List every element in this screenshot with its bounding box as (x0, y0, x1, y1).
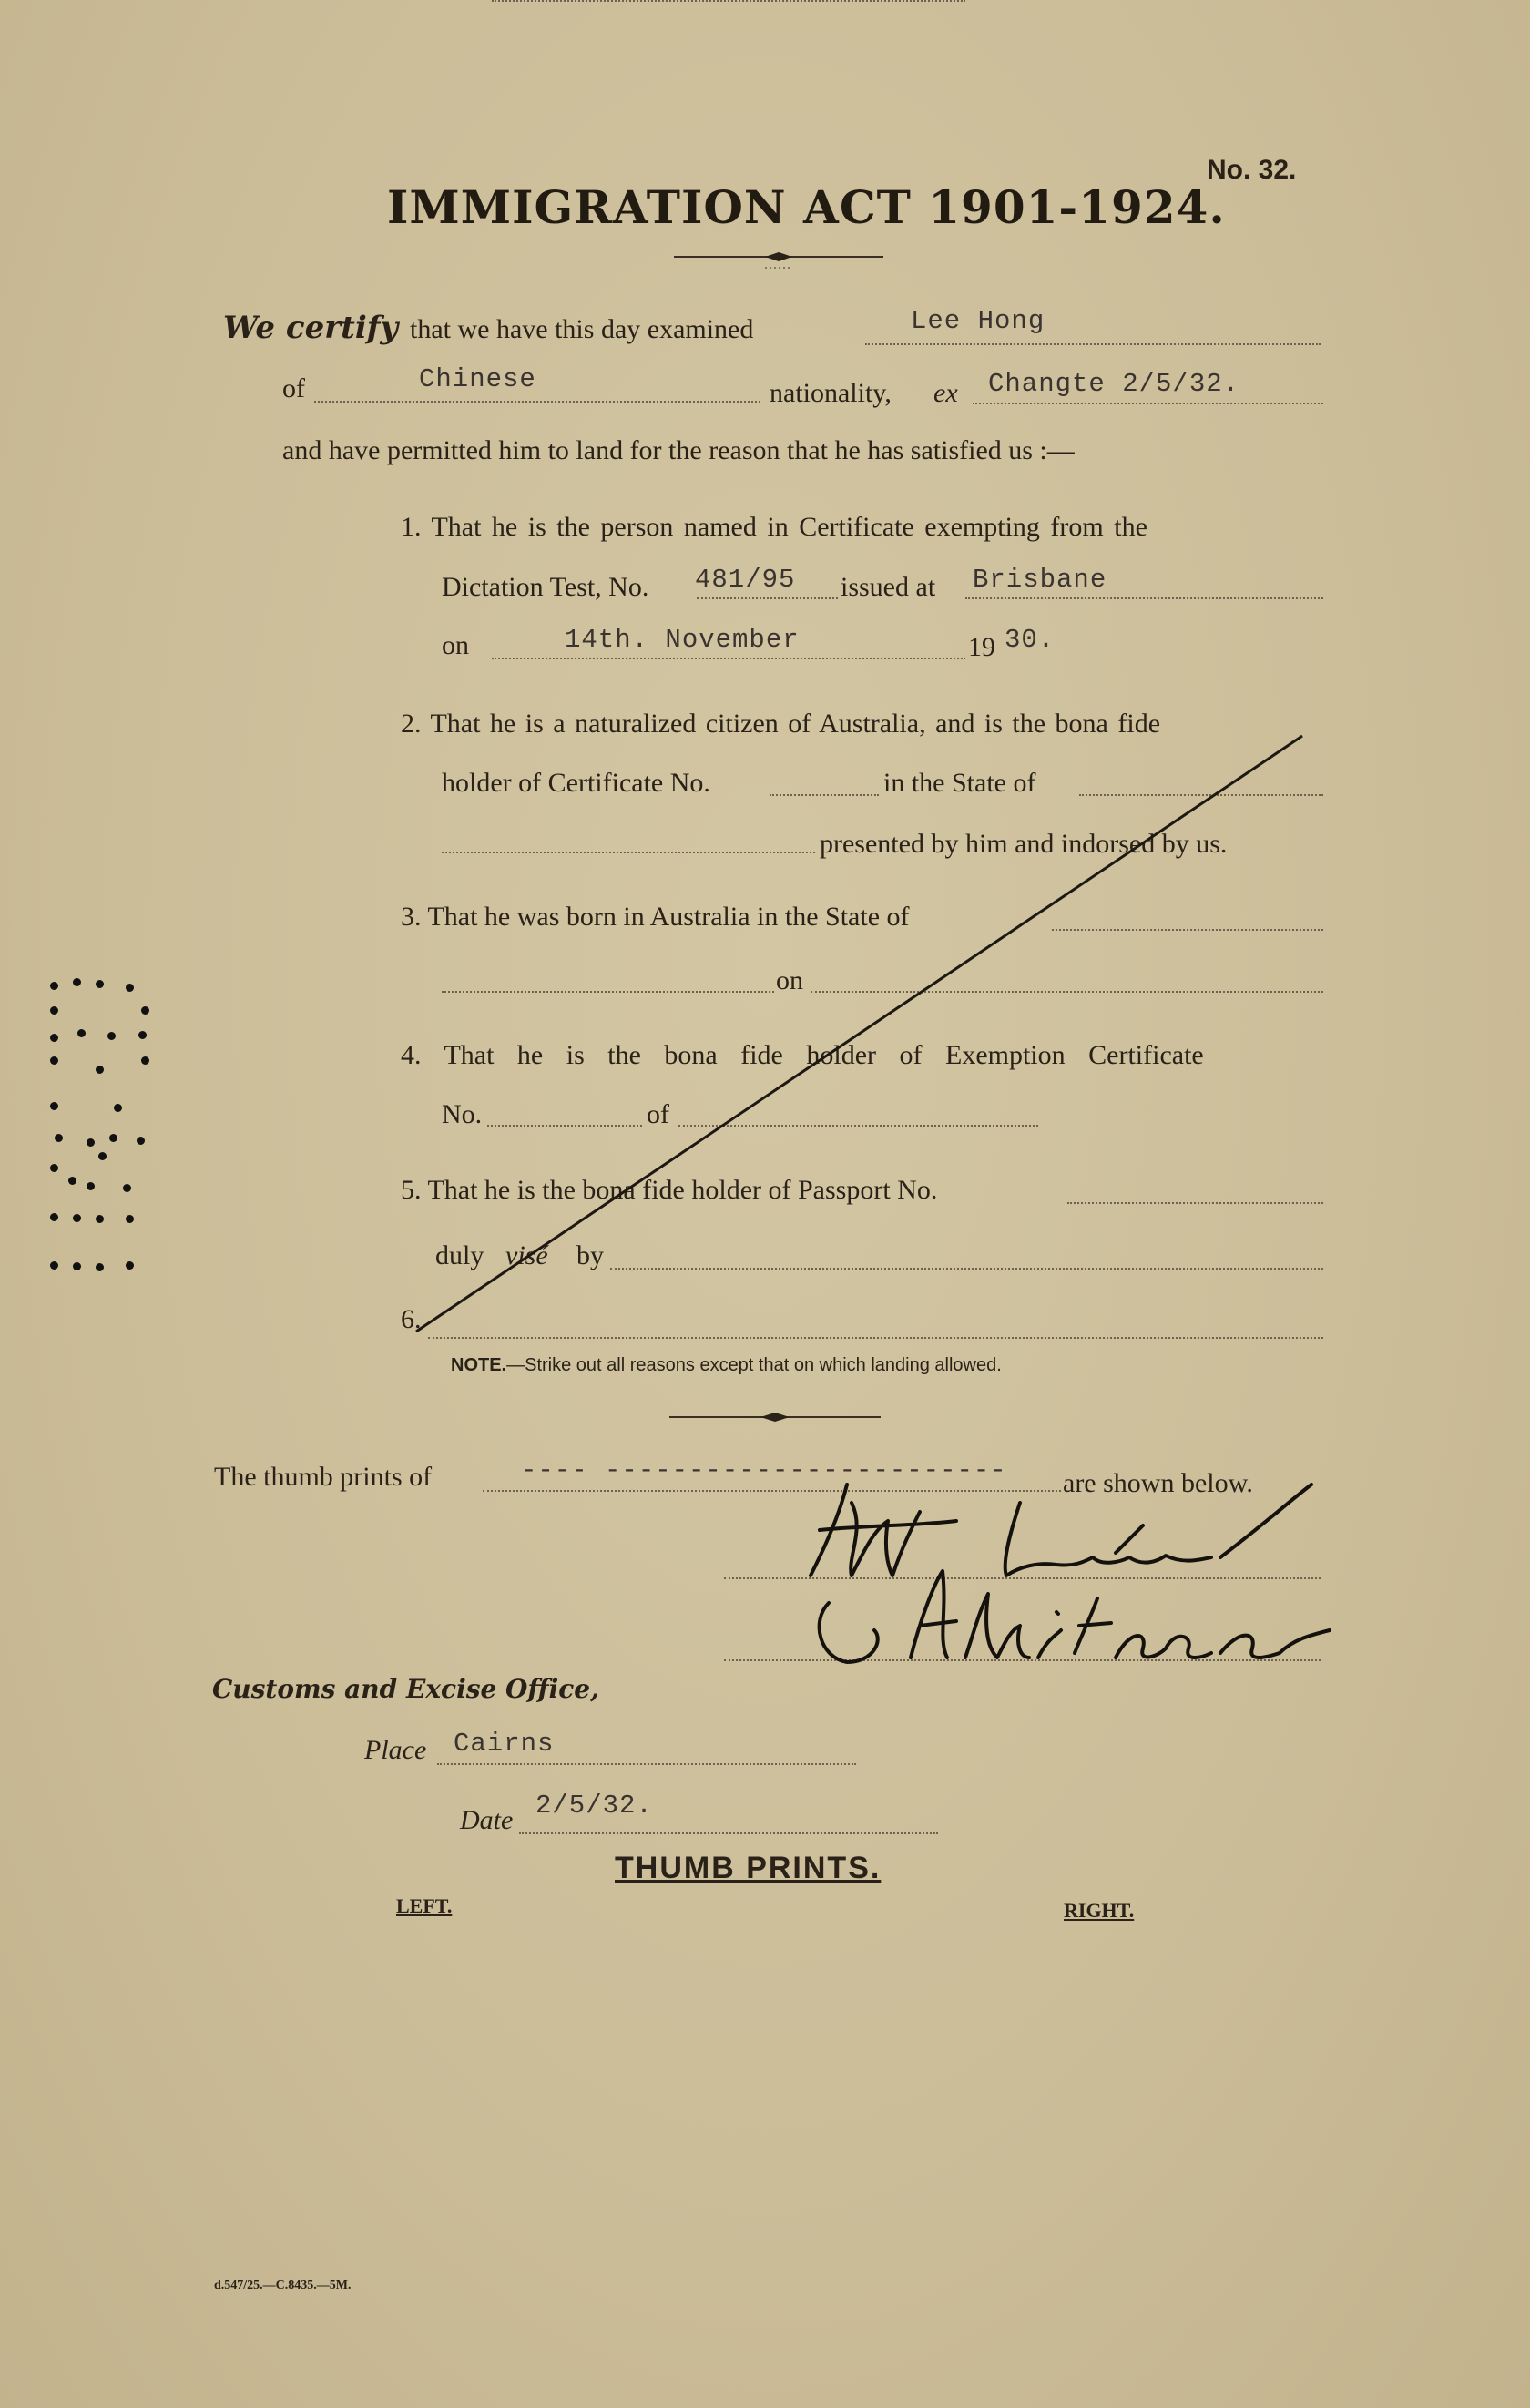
examined-name: Lee Hong (911, 306, 1046, 336)
reason-4-no: No. (442, 1099, 483, 1129)
date-line (519, 1832, 938, 1834)
date-value: 2/5/32. (536, 1791, 653, 1821)
reason-1-cert-no: 481/95 (695, 565, 796, 595)
reason-2-presented: presented by him and indorsed by us. (820, 829, 1228, 859)
reason-3-line1: 3. That he was born in Australia in the State of (401, 902, 910, 932)
left-thumb-label: LEFT. (396, 1894, 453, 1917)
thumb-prints-heading: THUMB PRINTS. (615, 1851, 882, 1885)
of-label: of (282, 373, 305, 403)
reason-4-line1: 4. That he is the bona fide holder of Exemption Certificate (401, 1040, 1204, 1070)
reason-2-holder: holder of Certificate No. (442, 768, 710, 798)
place-line (437, 1763, 856, 1765)
thumb-prints-dashes: ---- ------------------------ (521, 1455, 1007, 1485)
date-label: Date (460, 1805, 514, 1835)
thumb-prints-prefix: The thumb prints of (214, 1462, 433, 1492)
reason-1-year-suffix: 30. (1005, 625, 1056, 655)
ex-label: ex (933, 378, 958, 408)
reason-5-line1: 5. That he is the bona fide holder of Passport No. (401, 1175, 938, 1205)
right-thumb-label: RIGHT. (1064, 1899, 1135, 1922)
reason-1-place: Brisbane (973, 565, 1107, 595)
ship-value: Changte 2/5/32. (988, 369, 1240, 399)
examined-text: that we have this day examined (410, 314, 754, 344)
reason-6: 6. (401, 1304, 422, 1334)
reason-5-vise: visé (505, 1240, 548, 1270)
place-label: Place (364, 1735, 427, 1765)
reason-1-on: on (442, 630, 469, 660)
form-number: No. 32. (1207, 155, 1297, 185)
officer-signatures (783, 1475, 1402, 1676)
reason-1-date: 14th. November (565, 625, 800, 655)
we-certify-lead: We certify (223, 310, 399, 346)
reason-2-state: in the State of (883, 768, 1036, 798)
reason-1-dictation: Dictation Test, No. (442, 572, 649, 602)
reason-1-year-prefix: 19 (968, 632, 995, 662)
document-title: IMMIGRATION ACT 1901-1924. (387, 180, 1226, 234)
nationality-label: nationality, (770, 378, 892, 408)
reason-1-line1: 1. That he is the person named in Certificate exempting from the (401, 512, 1148, 542)
reason-1-issued-at: issued at (841, 572, 936, 602)
thumb-prints-suffix: are shown below. (1063, 1468, 1253, 1498)
reason-3-on: on (776, 965, 803, 995)
section-divider (669, 1408, 881, 1426)
strike-out-note: NOTE.—Strike out all reasons except that on which landing allowed. (451, 1355, 1002, 1375)
reason-2-line1: 2. That he is a naturalized citizen of Australia, and is the bona fide (401, 709, 1161, 739)
reason-5-duly: duly (435, 1240, 484, 1270)
print-reference: d.547/25.—C.8435.—5M. (214, 2279, 352, 2292)
permitted-text: and have permitted him to land for the reason that he has satisfied us :— (282, 435, 1075, 465)
reason-5-by: by (576, 1240, 604, 1270)
customs-office-label: Customs and Excise Office, (212, 1674, 599, 1704)
nationality-value: Chinese (419, 364, 536, 394)
reason-4-of: of (647, 1099, 669, 1129)
place-value: Cairns (454, 1729, 555, 1759)
